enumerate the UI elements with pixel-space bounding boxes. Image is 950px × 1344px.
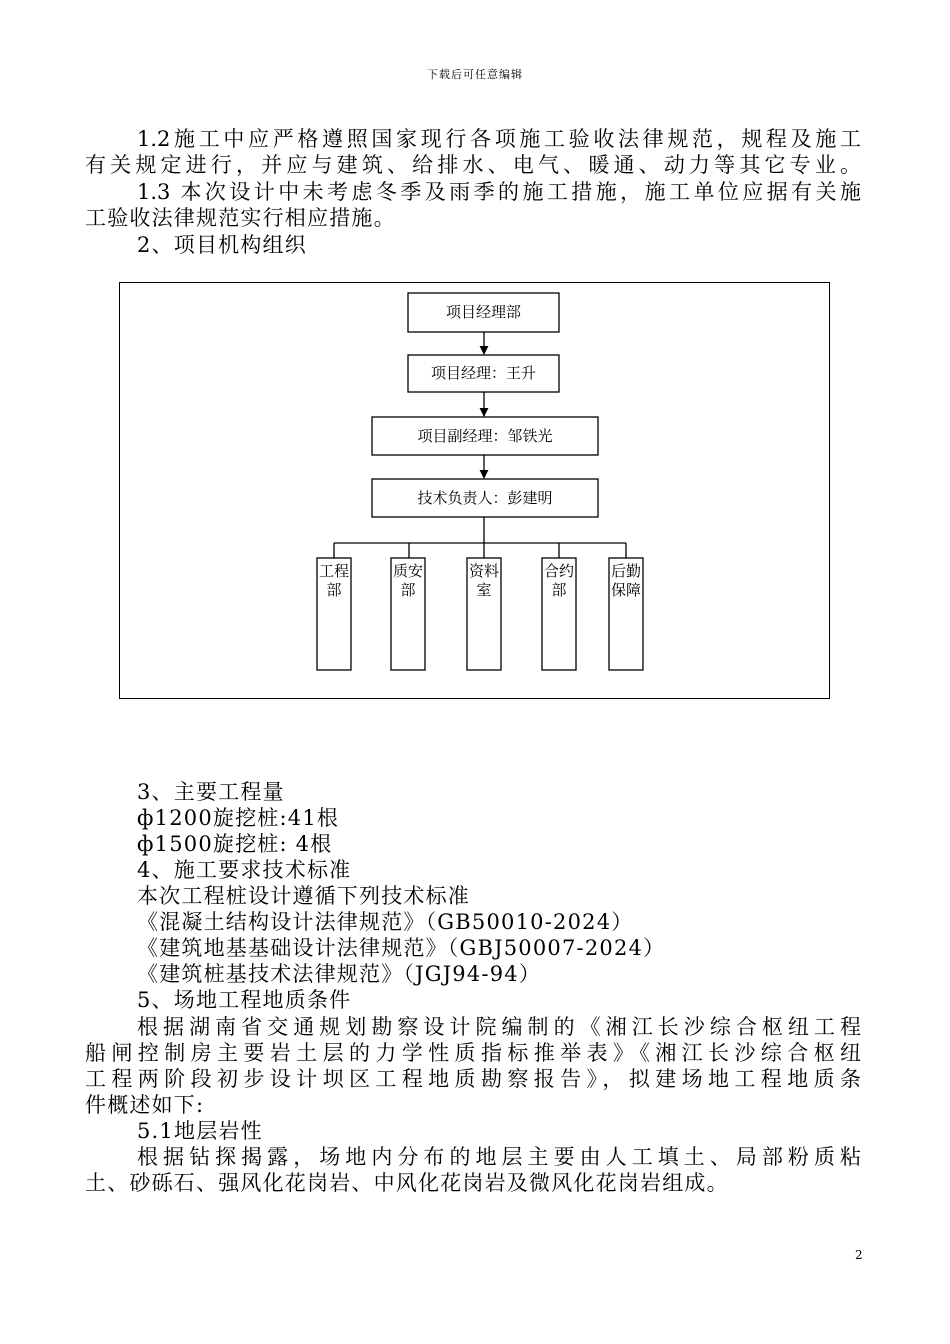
org-level-3-label: 项目副经理：邹铁光 [417, 427, 553, 445]
dept-4-label [542, 562, 576, 600]
org-level-4-label: 技术负责人：彭建明 [417, 489, 553, 507]
section-5-para-line-1: 根据湖南省交通规划勘察设计院编制的《湘江长沙综合枢纽工程 [137, 1015, 861, 1039]
section-5-heading: 5、场地工程地质条件 [137, 988, 352, 1012]
standards-intro: 本次工程桩设计遵循下列技术标准 [137, 884, 470, 908]
paragraph-1-3-line-2: 工验收法律规范实行相应措施。 [85, 206, 396, 230]
standard-1: 《混凝土结构设计法律规范》（GB50010-2024） [137, 910, 634, 934]
quantity-item-1: ф1200旋挖桩:41根 [137, 806, 340, 830]
dept-1-label [317, 562, 351, 600]
dept-3-label [467, 562, 501, 600]
quantity-item-2: ф1500旋挖桩: 4根 [137, 832, 333, 856]
section-5-para-line-3: 工程两阶段初步设计坝区工程地质勘察报告》，拟建场地工程地质条 [85, 1067, 861, 1091]
dept-1-line-2: 部 [326, 581, 342, 599]
header-note: 下载后可任意编辑 [427, 68, 523, 81]
dept-2-label [391, 562, 425, 600]
subsection-5-1-line-1: 根据钻探揭露，场地内分布的地层主要由人工填土、局部粉质粘 [137, 1145, 861, 1169]
paragraph-1-2-line-2: 有关规定进行，并应与建筑、给排水、电气、暖通、动力等其它专业。 [85, 153, 861, 177]
section-5-para-line-2: 船闸控制房主要岩土层的力学性质指标推举表》《湘江长沙综合枢纽 [85, 1041, 861, 1065]
dept-3-line-1: 资料 [468, 562, 499, 580]
section-3-heading: 3、主要工程量 [137, 780, 285, 804]
section-2-heading: 2、项目机构组织 [137, 233, 307, 257]
dept-5-line-1: 后勤 [610, 562, 641, 580]
paragraph-1-2-line-1: 1.2施工中应严格遵照国家现行各项施工验收法律规范，规程及施工 [137, 127, 861, 151]
section-4-heading: 4、施工要求技术标准 [137, 858, 352, 882]
subsection-5-1-heading: 5.1地层岩性 [137, 1119, 263, 1143]
dept-5-label [609, 562, 643, 600]
org-level-1-label: 项目经理部 [445, 303, 521, 321]
standard-2: 《建筑地基基础设计法律规范》（GBJ50007-2024） [137, 936, 666, 960]
dept-2-line-2: 部 [400, 581, 416, 599]
page-number: 2 [855, 1248, 863, 1262]
dept-2-line-1: 质安 [392, 562, 423, 580]
dept-4-line-2: 部 [551, 581, 567, 599]
section-5-para-line-4: 件概述如下: [85, 1093, 205, 1117]
standard-3: 《建筑桩基技术法律规范》（JGJ94-94） [137, 962, 542, 986]
dept-3-line-2: 室 [476, 581, 492, 599]
org-level-2-label: 项目经理：王升 [430, 364, 536, 382]
paragraph-1-3-line-1: 1.3 本次设计中未考虑冬季及雨季的施工措施，施工单位应据有关施 [137, 180, 861, 204]
dept-5-line-2: 保障 [610, 581, 641, 599]
subsection-5-1-line-2: 土、砂砾石、强风化花岗岩、中风化花岗岩及微风化花岗岩组成。 [85, 1171, 729, 1195]
dept-4-line-1: 合约 [543, 562, 574, 580]
dept-1-line-1: 工程 [318, 562, 349, 580]
